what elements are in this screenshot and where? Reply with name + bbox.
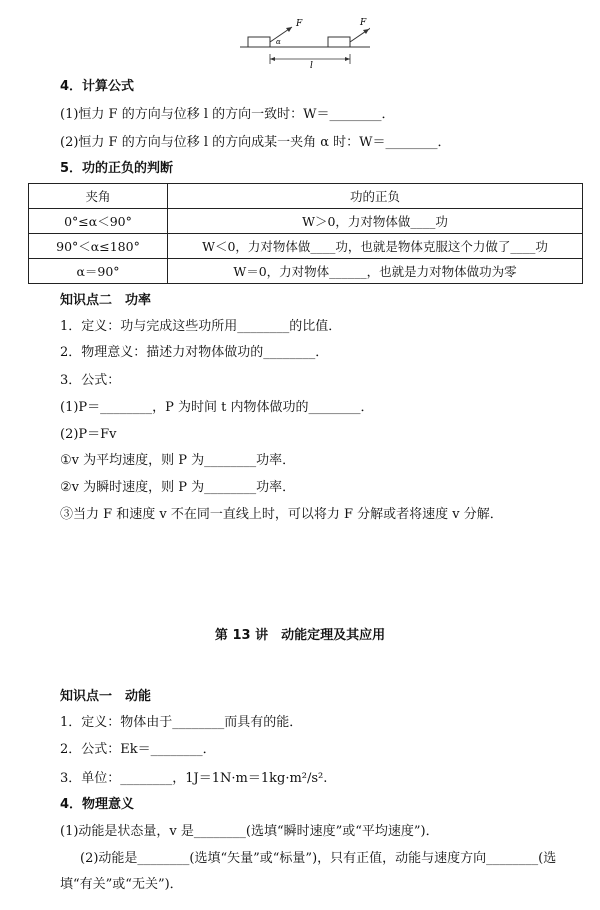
- power-line-2: 2．物理意义：描述力对物体做功的________．: [60, 345, 329, 360]
- section-5-title: 5．功的正负的判断: [60, 161, 174, 176]
- table-header-row: [29, 184, 583, 209]
- work-formula-line-1: (1)恒力 F 的方向与位移 l 的方向一致时：W＝________．: [60, 107, 395, 122]
- angle-label: α: [276, 38, 281, 46]
- table-header-angle: 夹角: [29, 184, 168, 209]
- table-cell: W＞0，力对物体做____功: [168, 209, 583, 234]
- force-label-2: F: [360, 18, 367, 28]
- kinetic-line-3: 3．单位：________，1J＝1N·m＝1kg·m²/s².: [60, 771, 328, 786]
- power-line-6: ①v 为平均速度，则 P 为________功率．: [60, 453, 296, 468]
- section-4-title: 4．计算公式: [60, 79, 135, 94]
- force-arrow-2: [350, 27, 370, 42]
- power-line-1: 1．定义：功与完成这些功所用________的比值．: [60, 319, 342, 334]
- lecture-13-title: 第 13 讲 动能定理及其应用: [214, 628, 386, 643]
- force-displacement-figure: [240, 14, 370, 69]
- kinetic-line-5: (1)动能是状态量，v 是________(选填“瞬时速度”或“平均速度”)．: [60, 824, 439, 839]
- work-formula-line-2: (2)恒力 F 的方向与位移 l 的方向成某一夹角 α 时：W＝________．: [60, 135, 451, 150]
- table-row: [29, 259, 583, 284]
- table-cell: W＜0，力对物体做____功，也就是物体克服这个力做了____功: [168, 234, 583, 259]
- work-sign-table: [28, 183, 583, 284]
- table-cell: α＝90°: [29, 259, 168, 284]
- table-row: [29, 234, 583, 259]
- power-line-4: (1)P＝________，P 为时间 t 内物体做功的________．: [60, 400, 374, 415]
- kinetic-line-6b: 填“有关”或“无关”)．: [60, 877, 183, 892]
- table-row: [29, 209, 583, 234]
- table-cell: 90°＜α≤180°: [29, 234, 168, 259]
- power-line-8: ③当力 F 和速度 v 不在同一直线上时，可以将力 F 分解或者将速度 v 分解．: [60, 507, 503, 522]
- table-header-sign: 功的正负: [168, 184, 583, 209]
- force-label-1: F: [296, 19, 303, 29]
- kinetic-energy-section-title: 知识点一 动能: [60, 689, 152, 704]
- power-line-3: 3．公式：: [60, 373, 121, 388]
- displacement-label: l: [310, 61, 313, 69]
- kinetic-line-4: 4．物理意义: [60, 797, 135, 812]
- block-start: [248, 37, 270, 47]
- power-line-5: (2)P＝Fv: [60, 427, 117, 442]
- power-line-7: ②v 为瞬时速度，则 P 为________功率．: [60, 480, 296, 495]
- kinetic-line-1: 1．定义：物体由于________而具有的能．: [60, 715, 303, 730]
- table-cell: 0°≤α＜90°: [29, 209, 168, 234]
- power-section-title: 知识点二 功率: [60, 293, 152, 308]
- kinetic-line-2: 2．公式：Ek＝________．: [60, 742, 216, 757]
- kinetic-line-6a: (2)动能是________(选填“矢量”或“标量”)，只有正值，动能与速度方向________(选: [80, 851, 557, 866]
- table-cell: W＝0，力对物体______，也就是力对物体做功为零: [168, 259, 583, 284]
- block-end: [328, 37, 350, 47]
